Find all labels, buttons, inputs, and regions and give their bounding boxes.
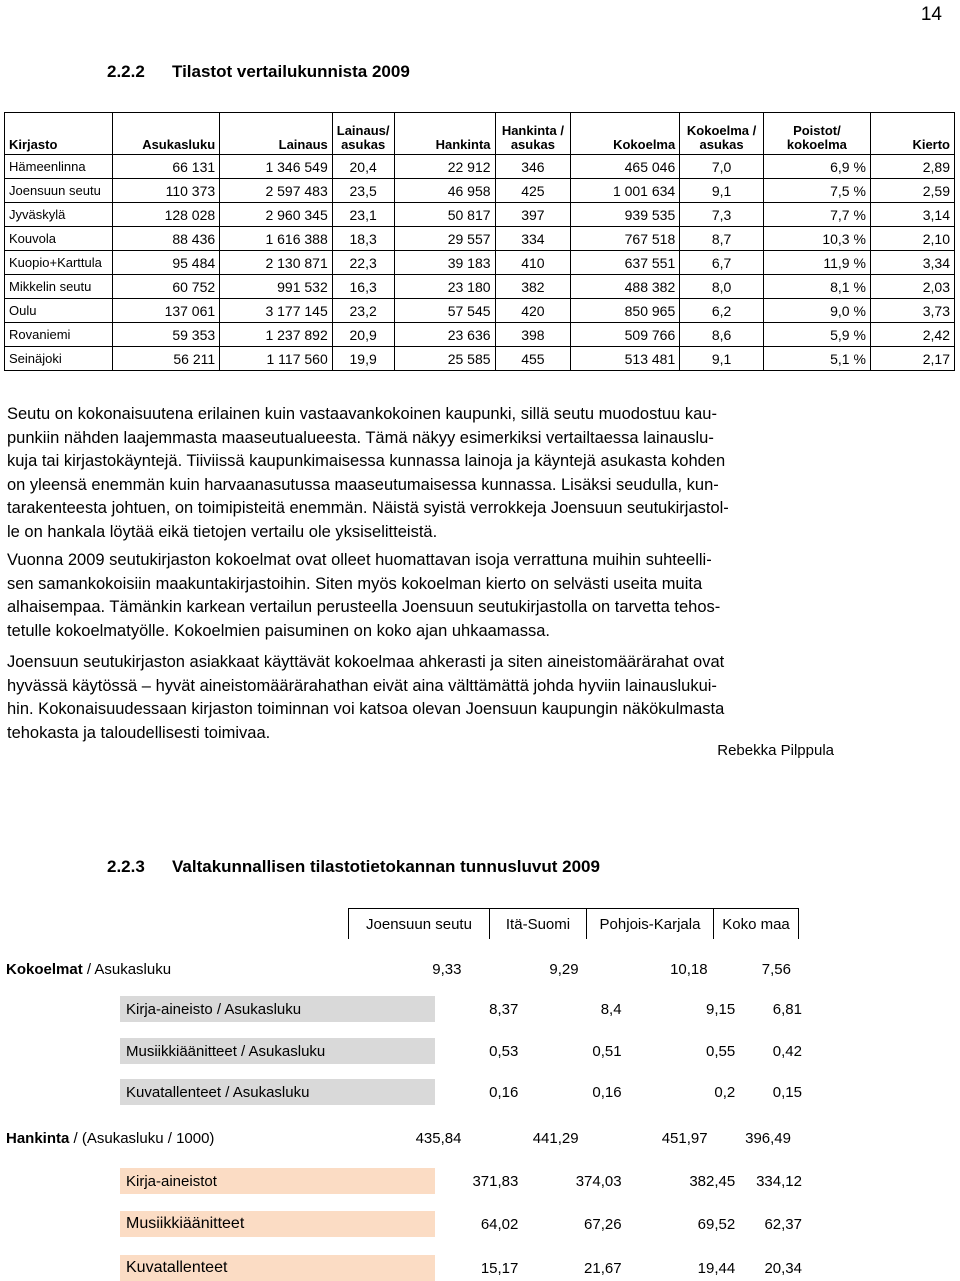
col-header-lainaus: Lainaus [220, 113, 333, 155]
row-label-bold: Kokoelmat [6, 960, 83, 978]
table-cell: 488 382 [571, 275, 680, 299]
value-joensuun-seutu: 371,83 [435, 1168, 524, 1194]
value-joensuun-seutu: 9,33 [432, 960, 462, 978]
value-ita-suomi: 8,4 [524, 996, 627, 1022]
table-cell: 46 958 [394, 179, 495, 203]
value-joensuun-seutu: 435,84 [415, 1129, 462, 1147]
table-cell: 20,4 [332, 155, 394, 179]
col-header-hankinta: Hankinta [394, 113, 495, 155]
paragraph-line: hyvässä käytössä – hyvät aineistomäärärahathan eivät aina välttämättä johda hyviin lainauslukui- [7, 676, 717, 695]
paragraph-line: on yleensä enemmän kuin harvaanasutussa maaseutumaisessa kunnassa. Lisäksi seudulla, kun- [7, 475, 719, 494]
table-row [5, 227, 955, 251]
paragraph-line: le on hankala löytää eikä tietojen vertailu ole yksiselitteistä. [7, 522, 438, 541]
table-cell: 60 752 [112, 275, 219, 299]
library-name-cell: Kouvola [5, 227, 113, 251]
table-cell: 10,3 % [763, 227, 870, 251]
table-cell: 513 481 [571, 347, 680, 371]
table-cell: 6,7 [680, 251, 764, 275]
paragraph-line: alhaisempaa. Tämänkin karkean vertailun perusteella Joensuun seutukirjastolla on tarvetta tehos- [7, 598, 721, 616]
table-cell: 5,1 % [763, 347, 870, 371]
table-cell: 2 960 345 [220, 203, 333, 227]
paragraph-line: tarakenteesta johtuen, on toimipisteitä enemmän. Näistä syistä verrokkeja Joensuun seutukirjastol- [7, 499, 729, 517]
table-cell: 23 636 [394, 323, 495, 347]
value-pohjois-karjala: 0,55 [628, 1038, 742, 1064]
table-cell: 1 346 549 [220, 155, 333, 179]
value-koko-maa: 7,56 [761, 960, 791, 978]
table-cell: 8,7 [680, 227, 764, 251]
table-cell: 2,59 [870, 179, 954, 203]
table-row [5, 299, 955, 323]
table-cell: 2,03 [870, 275, 954, 299]
table-cell: 397 [495, 203, 571, 227]
paragraph-line: Vuonna 2009 seutukirjaston kokoelmat ovat olleet huomattavan isoja verrattuna muihin suhteelli- [7, 551, 712, 569]
row-label: Musiikkiäänitteet / Asukasluku [126, 1042, 326, 1060]
table-cell: 425 [495, 179, 571, 203]
value-ita-suomi: 441,29 [532, 1129, 579, 1147]
table-row [5, 203, 955, 227]
table-cell: 465 046 [571, 155, 680, 179]
table-cell: 29 557 [394, 227, 495, 251]
table-cell: 637 551 [571, 251, 680, 275]
row-label: Kuvatallenteet / Asukasluku [126, 1083, 310, 1101]
col-header-kirjasto: Kirjasto [5, 113, 113, 155]
library-name-cell: Hämeenlinna [5, 155, 113, 179]
library-name-cell: Seinäjoki [5, 347, 113, 371]
table-cell: 6,9 % [763, 155, 870, 179]
table-cell: 110 373 [112, 179, 219, 203]
value-ita-suomi: 9,29 [549, 960, 579, 978]
row-label-rest: / (Asukasluku / 1000) [69, 1129, 215, 1147]
table-cell: 23,5 [332, 179, 394, 203]
table-cell: 18,3 [332, 227, 394, 251]
value-ita-suomi: 0,51 [524, 1038, 627, 1064]
table-cell: 137 061 [112, 299, 219, 323]
table-cell: 2,10 [870, 227, 954, 251]
value-pohjois-karjala: 69,52 [628, 1211, 742, 1237]
value-joensuun-seutu: 0,53 [435, 1038, 524, 1064]
table-cell: 2,89 [870, 155, 954, 179]
table-cell: 7,5 % [763, 179, 870, 203]
row-label-bold: Hankinta [6, 1129, 70, 1147]
table-cell: 23,1 [332, 203, 394, 227]
col-header-joensuun-seutu: Joensuun seutu [349, 909, 490, 939]
table-cell: 767 518 [571, 227, 680, 251]
value-koko-maa: 0,15 [741, 1079, 808, 1105]
table-cell: 9,1 [680, 179, 764, 203]
table-row [5, 179, 955, 203]
table-cell: 2 597 483 [220, 179, 333, 203]
value-pohjois-karjala: 382,45 [628, 1168, 742, 1194]
table-cell: 19,9 [332, 347, 394, 371]
table2-row-kirja-aineisto [120, 996, 808, 1022]
value-pohjois-karjala: 0,2 [628, 1079, 742, 1105]
table-cell: 7,3 [680, 203, 764, 227]
table2-row-kuvatallenteet [120, 1079, 808, 1105]
row-label [6, 1130, 365, 1147]
col-header-poistot: Poistot/ kokoelma [763, 113, 870, 155]
table-cell: 1 117 560 [220, 347, 333, 371]
paragraph-line: tehokasta ja taloudellisesti toimivaa. [7, 723, 271, 742]
table-cell: 398 [495, 323, 571, 347]
table-cell: 334 [495, 227, 571, 251]
value-joensuun-seutu: 8,37 [435, 996, 524, 1022]
table-cell: 128 028 [112, 203, 219, 227]
section-2-2-3-title: Valtakunnallisen tilastotietokannan tunnusluvut 2009 [172, 857, 600, 876]
value-ita-suomi: 374,03 [524, 1168, 627, 1194]
paragraph-line: Joensuun seutukirjaston asiakkaat käyttävät kokoelmaa ahkerasti ja siten aineistomäärärahat ovat [7, 653, 725, 671]
value-pohjois-karjala: 10,18 [670, 960, 708, 978]
value-koko-maa: 396,49 [745, 1129, 791, 1147]
page-number: 14 [920, 4, 942, 25]
row-label-rest: / Asukasluku [82, 960, 172, 978]
value-pohjois-karjala: 9,15 [628, 996, 742, 1022]
row-label: Kirja-aineisto / Asukasluku [126, 1000, 302, 1018]
table-row [5, 275, 955, 299]
value-koko-maa: 62,37 [741, 1211, 808, 1237]
value-pohjois-karjala: 19,44 [628, 1255, 742, 1281]
table-cell: 22,3 [332, 251, 394, 275]
table-cell: 8,0 [680, 275, 764, 299]
table-cell: 2,42 [870, 323, 954, 347]
table-cell: 991 532 [220, 275, 333, 299]
signature: Rebekka Pilppula [717, 742, 834, 759]
library-name-cell: Mikkelin seutu [5, 275, 113, 299]
table-cell: 50 817 [394, 203, 495, 227]
row-label: Musiikkiäänitteet [126, 1215, 245, 1232]
table2-row-hankinta [6, 1123, 796, 1153]
table-cell: 8,1 % [763, 275, 870, 299]
row-label: Kuvatallenteet [126, 1259, 228, 1276]
col-header-kierto: Kierto [870, 113, 954, 155]
table-cell: 20,9 [332, 323, 394, 347]
table2-row-kokoelmat [6, 954, 796, 984]
table2-row-kirja-aineistot [120, 1168, 808, 1194]
comparison-table [4, 112, 955, 371]
value-koko-maa: 6,81 [741, 996, 808, 1022]
table-cell: 9,0 % [763, 299, 870, 323]
col-header-asukasluku: Asukasluku [112, 113, 219, 155]
table-cell: 509 766 [571, 323, 680, 347]
row-label: Kirja-aineistot [126, 1172, 217, 1190]
col-header-ita-suomi: Itä-Suomi [490, 909, 587, 939]
col-header-kokoelma: Kokoelma [571, 113, 680, 155]
table-cell: 7,0 [680, 155, 764, 179]
value-joensuun-seutu: 0,16 [435, 1079, 524, 1105]
table2-row-musiikkiaanitteet-2 [120, 1211, 808, 1237]
table-cell: 3 177 145 [220, 299, 333, 323]
library-name-cell: Joensuun seutu [5, 179, 113, 203]
value-koko-maa: 334,12 [741, 1168, 808, 1194]
table-cell: 6,2 [680, 299, 764, 323]
col-header-hankinta-asukas: Hankinta / asukas [495, 113, 571, 155]
table-cell: 3,73 [870, 299, 954, 323]
value-koko-maa: 20,34 [741, 1255, 808, 1281]
table-cell: 382 [495, 275, 571, 299]
table-cell: 420 [495, 299, 571, 323]
paragraph-line: sen samankokoisiin maakuntakirjastoihin. Siten myös kokoelman kierto on selvästi useita muita [7, 574, 703, 593]
table-cell: 1 237 892 [220, 323, 333, 347]
library-name-cell: Oulu [5, 299, 113, 323]
col-header-pohjois-karjala: Pohjois-Karjala [587, 909, 714, 939]
table-cell: 9,1 [680, 347, 764, 371]
table-cell: 57 545 [394, 299, 495, 323]
table-row [5, 155, 955, 179]
paragraph-line: tetulle kokoelmatyölle. Kokoelmien paisuminen on koko ajan uhkaamassa. [7, 621, 550, 640]
table-cell: 39 183 [394, 251, 495, 275]
value-joensuun-seutu: 64,02 [435, 1211, 524, 1237]
table-row [5, 323, 955, 347]
paragraph-line: hin. Kokonaisuudessaan kirjaston toiminnan voi katsoa olevan Joensuun kaupungin näkökulmasta [7, 700, 725, 718]
paragraph-line: punkiin nähden laajemmasta maaseutualueesta. Tämä näkyy esimerkiksi vertailtaessa lainauslu- [7, 428, 714, 447]
value-ita-suomi: 67,26 [524, 1211, 627, 1237]
paragraph-line: kuja tai kirjastokäyntejä. Tiiviissä kaupunkimaisessa kunnassa lainoja ja käyntejä asukasta kohden [7, 452, 726, 470]
section-2-2-3-number: 2.2.3 [107, 857, 145, 876]
library-name-cell: Jyväskylä [5, 203, 113, 227]
library-name-cell: Kuopio+Karttula [5, 251, 113, 275]
col-header-kokoelma-asukas: Kokoelma / asukas [680, 113, 764, 155]
value-joensuun-seutu: 15,17 [435, 1255, 524, 1281]
table-cell: 939 535 [571, 203, 680, 227]
col-header-lainaus-asukas: Lainaus/ asukas [332, 113, 394, 155]
table-cell: 455 [495, 347, 571, 371]
table2-row-kuvatallenteet-2 [120, 1255, 808, 1281]
table-header-row [5, 113, 955, 155]
section-2-2-2-number: 2.2.2 [107, 62, 145, 81]
table-cell: 88 436 [112, 227, 219, 251]
row-label [6, 961, 365, 978]
value-koko-maa: 0,42 [741, 1038, 808, 1064]
table-cell: 11,9 % [763, 251, 870, 275]
table-row [5, 347, 955, 371]
value-ita-suomi: 21,67 [524, 1255, 627, 1281]
table-cell: 410 [495, 251, 571, 275]
table-cell: 8,6 [680, 323, 764, 347]
table-cell: 346 [495, 155, 571, 179]
paragraph-1 [7, 403, 871, 544]
table-cell: 850 965 [571, 299, 680, 323]
table-row [5, 251, 955, 275]
paragraph-line: Seutu on kokonaisuutena erilainen kuin vastaavankokoinen kaupunki, sillä seutu muodostuu kau- [7, 405, 717, 423]
table2-row-musiikkiaanitteet [120, 1038, 808, 1064]
table-cell: 3,34 [870, 251, 954, 275]
library-name-cell: Rovaniemi [5, 323, 113, 347]
table-cell: 1 001 634 [571, 179, 680, 203]
table-cell: 25 585 [394, 347, 495, 371]
table-cell: 16,3 [332, 275, 394, 299]
table-cell: 2,17 [870, 347, 954, 371]
table-cell: 59 353 [112, 323, 219, 347]
table-cell: 56 211 [112, 347, 219, 371]
table-cell: 2 130 871 [220, 251, 333, 275]
col-header-koko-maa: Koko maa [714, 909, 799, 939]
section-2-2-2-title: Tilastot vertailukunnista 2009 [172, 62, 410, 81]
table-cell: 3,14 [870, 203, 954, 227]
table2-header [348, 908, 799, 939]
table-cell: 7,7 % [763, 203, 870, 227]
table-cell: 95 484 [112, 251, 219, 275]
table-cell: 22 912 [394, 155, 495, 179]
paragraph-2 [7, 549, 871, 643]
table-cell: 1 616 388 [220, 227, 333, 251]
value-pohjois-karjala: 451,97 [661, 1129, 708, 1147]
paragraph-3 [7, 651, 871, 745]
value-ita-suomi: 0,16 [524, 1079, 627, 1105]
table-cell: 23,2 [332, 299, 394, 323]
table-cell: 23 180 [394, 275, 495, 299]
table-cell: 66 131 [112, 155, 219, 179]
table-cell: 5,9 % [763, 323, 870, 347]
